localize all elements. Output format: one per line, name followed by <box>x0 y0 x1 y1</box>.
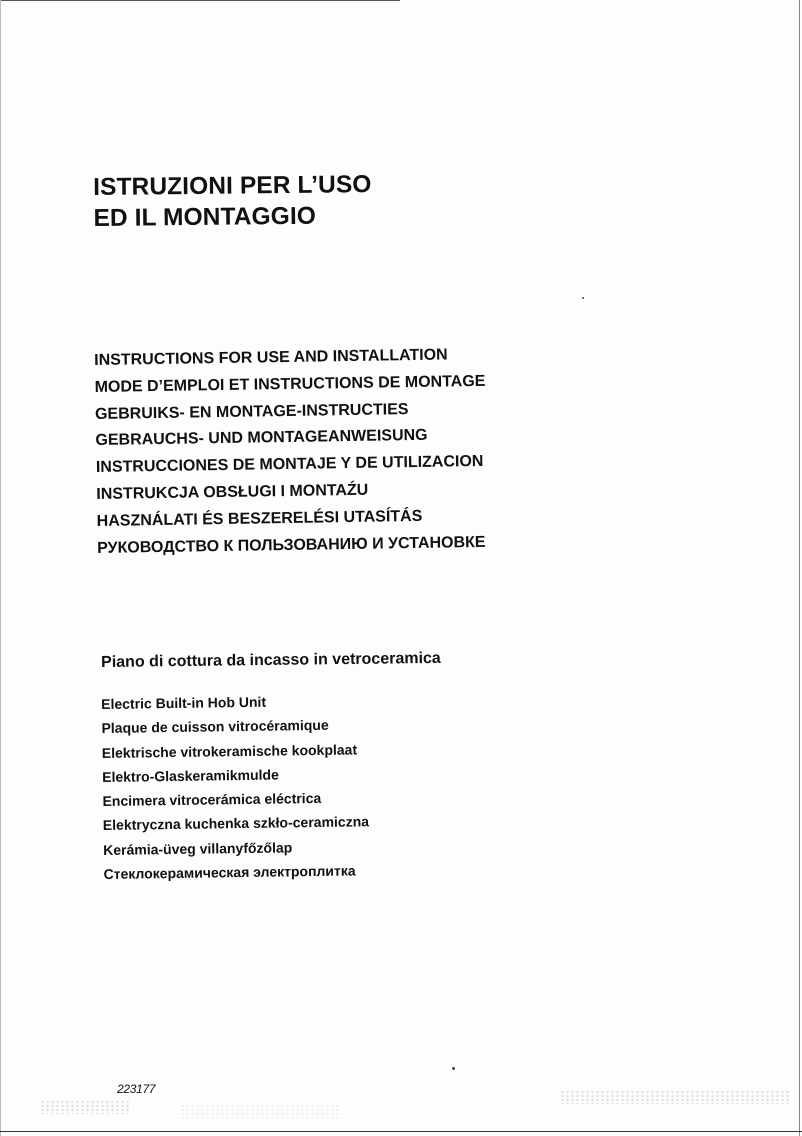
instructions-title-de: GEBRAUCHS- UND MONTAGEANWEISUNG <box>95 427 428 450</box>
product-name-en: Electric Built-in Hob Unit <box>101 693 267 712</box>
scan-speck <box>452 1067 455 1070</box>
product-name-nl: Elektrische vitrokeramische kookplaat <box>101 741 358 761</box>
main-title-line-2: ED IL MONTAGGIO <box>93 202 317 232</box>
product-name-de: Elektro-Glaskeramikmulde <box>102 766 279 785</box>
instructions-title-list <box>94 342 488 562</box>
document-number: 223177 <box>117 1082 156 1096</box>
scan-edge-left <box>0 0 1 1136</box>
product-title: Piano di cottura da incasso in vetroceramica <box>101 649 441 671</box>
instructions-title-es: INSTRUCCIONES DE MONTAJE Y DE UTILIZACION <box>95 453 484 477</box>
product-name-ru: Стеклокерамическая электроплитка <box>103 862 356 883</box>
scan-speck <box>582 297 584 299</box>
instructions-title-nl: GEBRUIKS- EN MONTAGE-INSTRUCTIES <box>94 400 409 423</box>
instructions-title-hu: HASZNÁLATI ÉS BESZERELÉSI UTASÍTÁS <box>96 507 423 530</box>
instructions-title-fr: MODE D’EMPLOI ET INSTRUCTIONS DE MONTAGE <box>94 372 486 396</box>
main-title-line-1: ISTRUZIONI PER L’USO <box>93 171 372 201</box>
product-name-hu: Kerámia-üveg villanyfőzőlap <box>103 839 293 858</box>
scan-noise <box>40 1100 130 1114</box>
product-name-pl: Elektryczna kuchenka szkło-ceramiczna <box>102 813 370 834</box>
instructions-title-en: INSTRUCTIONS FOR USE AND INSTALLATION <box>94 346 448 369</box>
product-name-fr: Plaque de cuisson vitrocéramique <box>101 717 329 737</box>
instructions-title-pl: INSTRUKCJA OBSŁUGI I MONTAŹU <box>96 481 369 503</box>
main-title <box>93 169 372 234</box>
scan-edge-bottom <box>0 1131 802 1132</box>
scan-noise <box>180 1104 340 1118</box>
scan-edge-top <box>0 0 400 1</box>
product-name-es: Encimera vitrocerámica eléctrica <box>102 790 322 810</box>
product-name-list <box>101 688 370 886</box>
scan-edge-right <box>799 0 800 1136</box>
scan-noise <box>560 1090 790 1104</box>
instructions-title-ru: РУКОВОДСТВО К ПОЛЬЗОВАНИЮ И УСТАНОВКЕ <box>97 533 486 557</box>
